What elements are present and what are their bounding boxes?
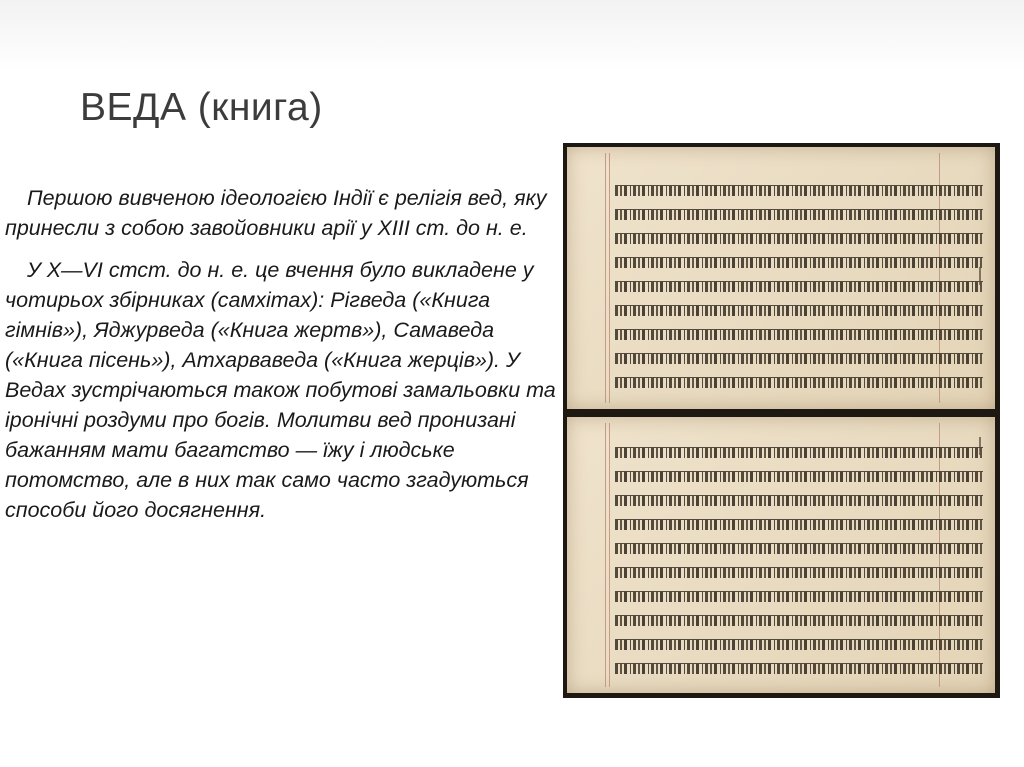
manuscript-page-lower xyxy=(567,417,995,693)
manuscript-script-line xyxy=(615,281,983,292)
manuscript-script-line xyxy=(615,567,983,578)
paragraph-samhitas: У X—VI стст. до н. е. це вчення було викладене у чотирьох збірниках (самхітах): Рігведа («Книга гімнів»), Яджурведа («Книга жертв»), Самаведа («Книга пісень»), Атхарваведа («Книга жерців»). У Ведах зустрічаються також побутові замальовки та іронічні роздуми про богів. Молитви вед пронизані бажанням мати багатство — їжу і людське потомство, але в них так само часто згадуються способи його досягнення. xyxy=(5,258,556,522)
manuscript-script-line xyxy=(615,305,983,316)
manuscript-page-upper xyxy=(567,147,995,409)
manuscript-script-line xyxy=(615,663,983,674)
margin-mark xyxy=(979,267,991,285)
manuscript-script-line xyxy=(615,353,983,364)
manuscript-script-line xyxy=(615,615,983,626)
manuscript-script-line xyxy=(615,209,983,220)
page-margin-line xyxy=(605,153,606,403)
manuscript-script-line xyxy=(615,543,983,554)
manuscript-script-line xyxy=(615,257,983,268)
manuscript-script-line xyxy=(615,377,983,388)
slide-title: ВЕДА (книга) xyxy=(80,86,323,129)
manuscript-script-line xyxy=(615,639,983,650)
page-margin-line xyxy=(609,423,610,687)
paragraph-intro: Першою вивченою ідеологією Індії є релігія вед, яку принесли з собою завойовники арії у XIII ст. до н. е. xyxy=(5,186,547,240)
manuscript-script-line xyxy=(615,329,983,340)
page-margin-line xyxy=(609,153,610,403)
margin-mark xyxy=(979,437,991,455)
manuscript-script-line xyxy=(615,185,983,196)
body-text xyxy=(5,183,561,537)
manuscript-script-line xyxy=(615,233,983,244)
page-margin-line xyxy=(605,423,606,687)
top-gradient xyxy=(0,0,1024,70)
manuscript-script-line xyxy=(615,447,983,458)
manuscript-script-line xyxy=(615,471,983,482)
manuscript-image xyxy=(563,143,1000,698)
manuscript-script-line xyxy=(615,495,983,506)
manuscript-script-line xyxy=(615,591,983,602)
manuscript-script-line xyxy=(615,519,983,530)
